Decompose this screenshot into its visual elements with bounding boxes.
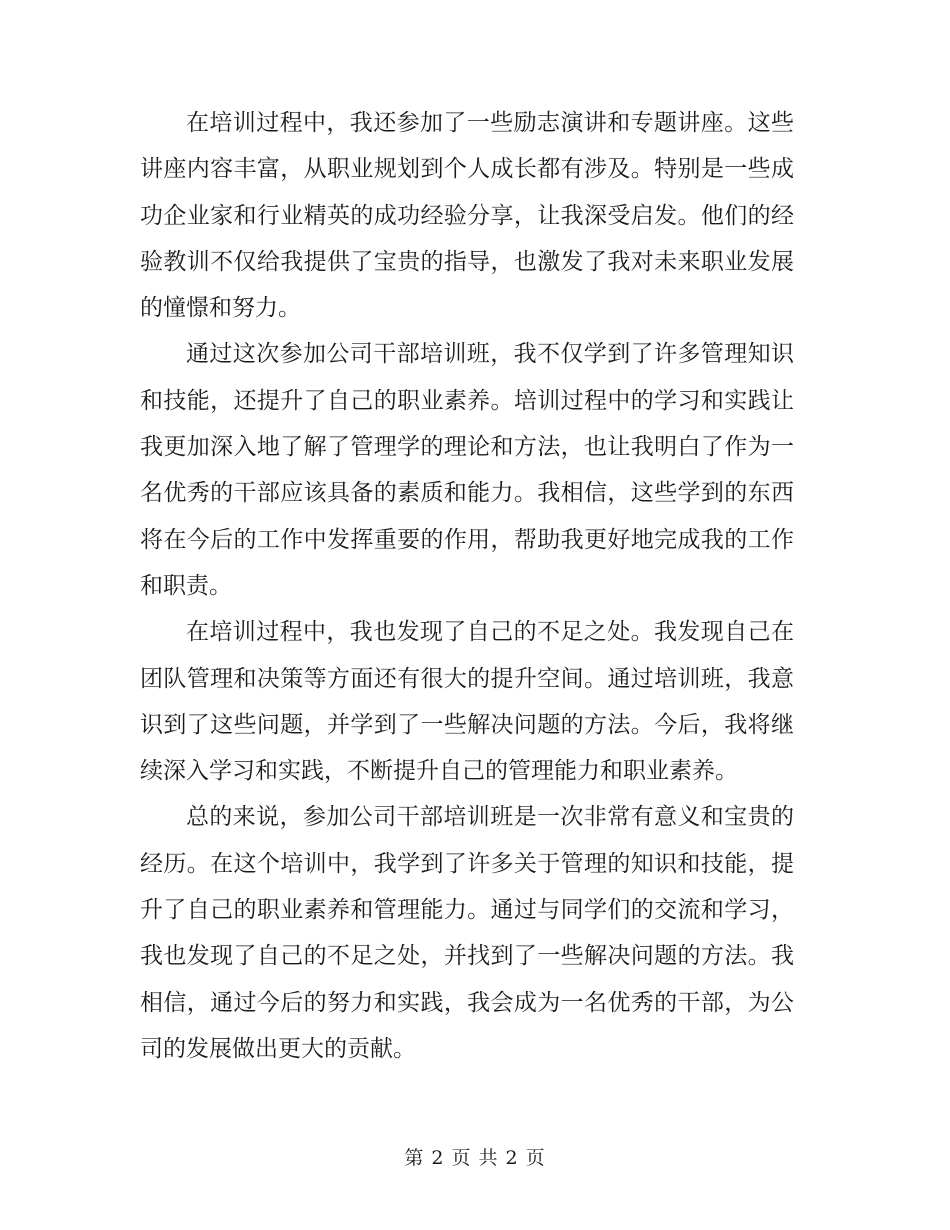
paragraph: 在培训过程中，我还参加了一些励志演讲和专题讲座。这些讲座内容丰富，从职业规划到个人成长都有涉及。特别是一些成功企业家和行业精英的成功经验分享，让我深受启发。他们的经验教训不仅给我提供了宝贵的指导，也激发了我对未来职业发展的憧憬和努力。: [140, 110, 794, 322]
paragraph: 总的来说，参加公司干部培训班是一次非常有意义和宝贵的经历。在这个培训中，我学到了许多关于管理的知识和技能，提升了自己的职业素养和管理能力。通过与同学们的交流和学习，我也发现了自己的不足之处，并找到了一些解决问题的方法。我相信，通过今后的努力和实践，我会成为一名优秀的干部，为公司的发展做出更大的贡献。: [140, 804, 794, 1062]
document-body: [140, 100, 794, 1072]
paragraph: 通过这次参加公司干部培训班，我不仅学到了许多管理知识和技能，还提升了自己的职业素养。培训过程中的学习和实践让我更加深入地了解了管理学的理论和方法，也让我明白了作为一名优秀的干部应该具备的素质和能力。我相信，这些学到的东西将在今后的工作中发挥重要的作用，帮助我更好地完成我的工作和职责。: [140, 341, 794, 599]
paragraph: 在培训过程中，我也发现了自己的不足之处。我发现自己在团队管理和决策等方面还有很大的提升空间。通过培训班，我意识到了这些问题，并学到了一些解决问题的方法。今后，我将继续深入学习和实践，不断提升自己的管理能力和职业素养。: [140, 619, 794, 785]
page-number-footer: 第 2 页 共 2 页: [404, 1147, 546, 1169]
